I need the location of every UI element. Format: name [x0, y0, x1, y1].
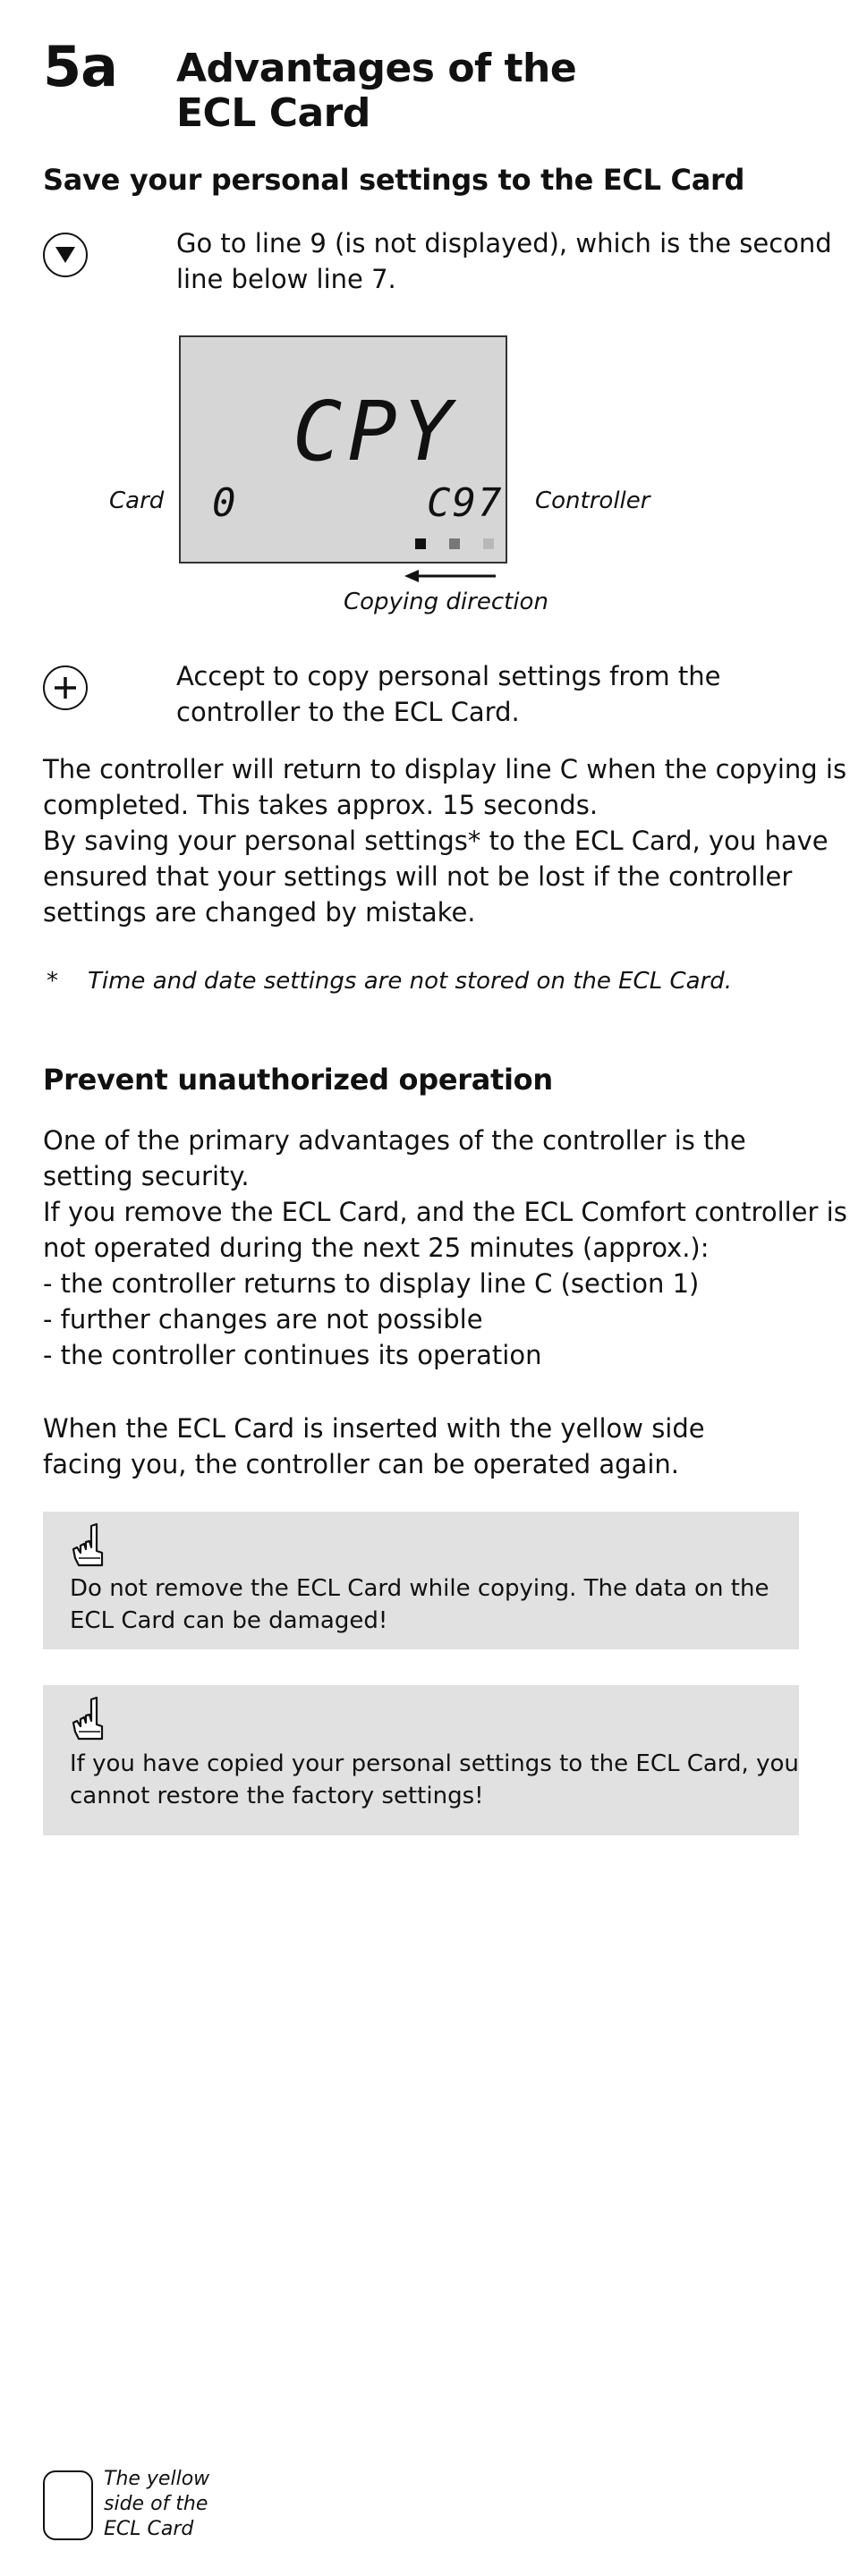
yellow-side-label [104, 2467, 209, 2542]
save-section-heading: Save your personal settings to the ECL Card [43, 163, 745, 197]
note-text-1 [70, 1572, 769, 1637]
save-paragraph-line: ensured that your settings will not be lost if the controller [43, 861, 793, 892]
pointing-hand-icon [70, 1522, 109, 1572]
lcd-left-readout: 0 [212, 480, 236, 526]
save-paragraph-line: By saving your personal settings* to the ECL Card, you have [43, 826, 829, 856]
prevent-paragraph-2 [43, 1411, 705, 1482]
lcd-segment-2 [449, 538, 460, 549]
prevent-paragraph-line: - the controller continues its operation [43, 1340, 542, 1370]
note-box-factory-settings [43, 1685, 799, 1835]
prevent-paragraph-line: not operated during the next 25 minutes (approx.): [43, 1233, 710, 1263]
yellow-side-line3: ECL Card [104, 2518, 194, 2540]
save-paragraph-line: completed. This takes approx. 15 seconds. [43, 790, 599, 820]
page-title-line1: Advantages of the [176, 46, 577, 91]
save-paragraph-line: settings are changed by mistake. [43, 897, 476, 928]
display-label-controller: Controller [535, 487, 650, 514]
page-title-line2: ECL Card [176, 90, 370, 136]
pointing-hand-icon [70, 1696, 109, 1746]
step2-line2: controller to the ECL Card. [176, 697, 520, 727]
footnote-mark: * [47, 968, 58, 995]
note-2-line1: If you have copied your personal settings to the ECL Card, you [70, 1750, 799, 1777]
lcd-segment-1 [415, 538, 426, 549]
ecl-card-outline-icon [43, 2470, 93, 2540]
prevent-paragraph-line: - the controller returns to display line C (section 1) [43, 1268, 700, 1299]
copy-direction-arrow-icon [404, 567, 497, 589]
display-label-card: Card [109, 487, 165, 514]
step1-line2: line below line 7. [176, 264, 396, 294]
prevent-section-heading: Prevent unauthorized operation [43, 1063, 553, 1097]
yellow-side-line2: side of the [104, 2493, 208, 2515]
prevent-paragraph-line: One of the primary advantages of the controller is the [43, 1125, 746, 1156]
prevent-paragraph-line: If you remove the ECL Card, and the ECL Comfort controller is [43, 1197, 847, 1227]
copy-direction-label: Copying direction [344, 589, 548, 615]
prevent-paragraph-2-line: facing you, the controller can be operated again. [43, 1449, 679, 1479]
prevent-paragraph-line: setting security. [43, 1161, 250, 1191]
lcd-segment-3 [483, 538, 494, 549]
prevent-paragraph-line: - further changes are not possible [43, 1304, 483, 1335]
footnote-text: Time and date settings are not stored on the ECL Card. [88, 968, 733, 995]
arrow-down-circle-icon [43, 233, 88, 277]
step2-text [176, 658, 720, 730]
note-box-copy-warning [43, 1512, 799, 1649]
yellow-side-line1: The yellow [104, 2468, 210, 2490]
step1-line1: Go to line 9 (is not displayed), which is the second [176, 228, 832, 258]
lcd-main-readout: CPY [293, 384, 458, 479]
page-title [176, 47, 576, 136]
note-1-line1: Do not remove the ECL Card while copying. The data on the [70, 1575, 769, 1602]
step2-line1: Accept to copy personal settings from the [176, 661, 721, 691]
note-2-line2: cannot restore the factory settings! [70, 1783, 484, 1809]
note-1-line2: ECL Card can be damaged! [70, 1607, 388, 1634]
step1-text [176, 225, 832, 297]
save-paragraph [43, 751, 846, 930]
plus-circle-icon [43, 665, 88, 710]
lcd-right-readout: C97 [427, 480, 504, 526]
lcd-display [179, 335, 507, 564]
note-text-2 [70, 1748, 799, 1812]
prevent-paragraph [43, 1123, 847, 1373]
section-number: 5a [43, 34, 117, 99]
save-paragraph-line: The controller will return to display line C when the copying is [43, 754, 847, 784]
prevent-paragraph-2-line: When the ECL Card is inserted with the yellow side [43, 1413, 705, 1444]
